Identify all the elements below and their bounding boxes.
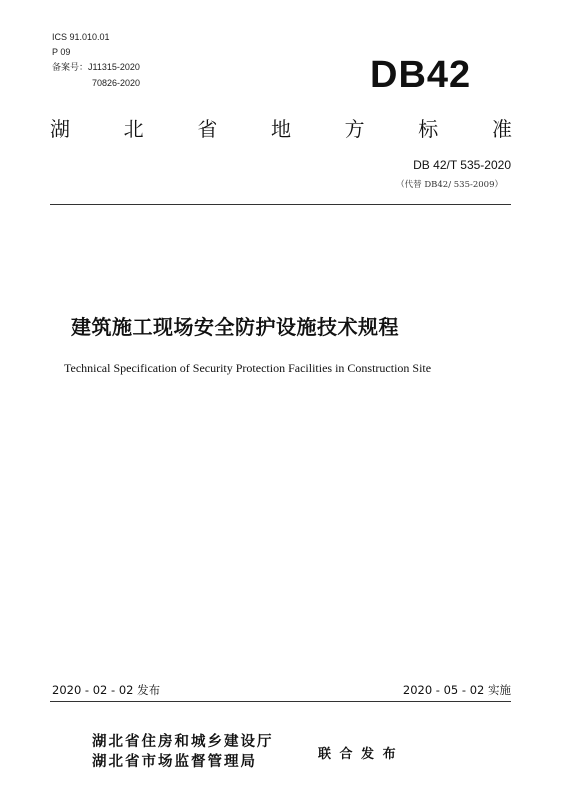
bottom-divider — [50, 701, 511, 702]
title-chinese: 建筑施工现场安全防护设施技术规程 — [71, 315, 399, 339]
issuer-2: 湖北省市场监督管理局 — [92, 754, 257, 770]
province-title-char: 准 — [491, 117, 512, 141]
record-number — [52, 61, 140, 73]
issuer-1: 湖北省住房和城乡建设厅 — [92, 734, 274, 750]
province-title-char: 方 — [344, 117, 365, 141]
province-title-char: 北 — [123, 117, 144, 141]
joint-issue-label: 联 合 发 布 — [318, 747, 398, 762]
record-number-2: 70826-2020 — [92, 78, 141, 88]
implementation-date: 2020 - 05 - 02 实施 — [402, 683, 511, 697]
province-title-char: 地 — [270, 117, 291, 141]
db42-logo: DB42 — [370, 54, 472, 96]
province-title-char: 省 — [197, 117, 218, 141]
title-english: Technical Specification of Security Protection Facilities in Construction Site — [64, 361, 432, 375]
issue-date: 2020 - 02 - 02 发布 — [52, 683, 161, 697]
replaces-note: （代替 DB42/ 535-2009） — [396, 180, 503, 190]
record-number-1: J11315-2020 — [88, 62, 140, 72]
province-title-char: 湖 — [50, 117, 70, 141]
record-label: 备案号： — [52, 62, 89, 72]
category-code: P 09 — [52, 47, 71, 57]
standard-number: DB 42/T 535-2020 — [413, 158, 511, 172]
province-title-char: 标 — [418, 117, 439, 141]
top-divider — [50, 204, 511, 205]
ics-code: ICS 91.010.01 — [52, 32, 110, 42]
province-standard-title — [50, 113, 512, 142]
